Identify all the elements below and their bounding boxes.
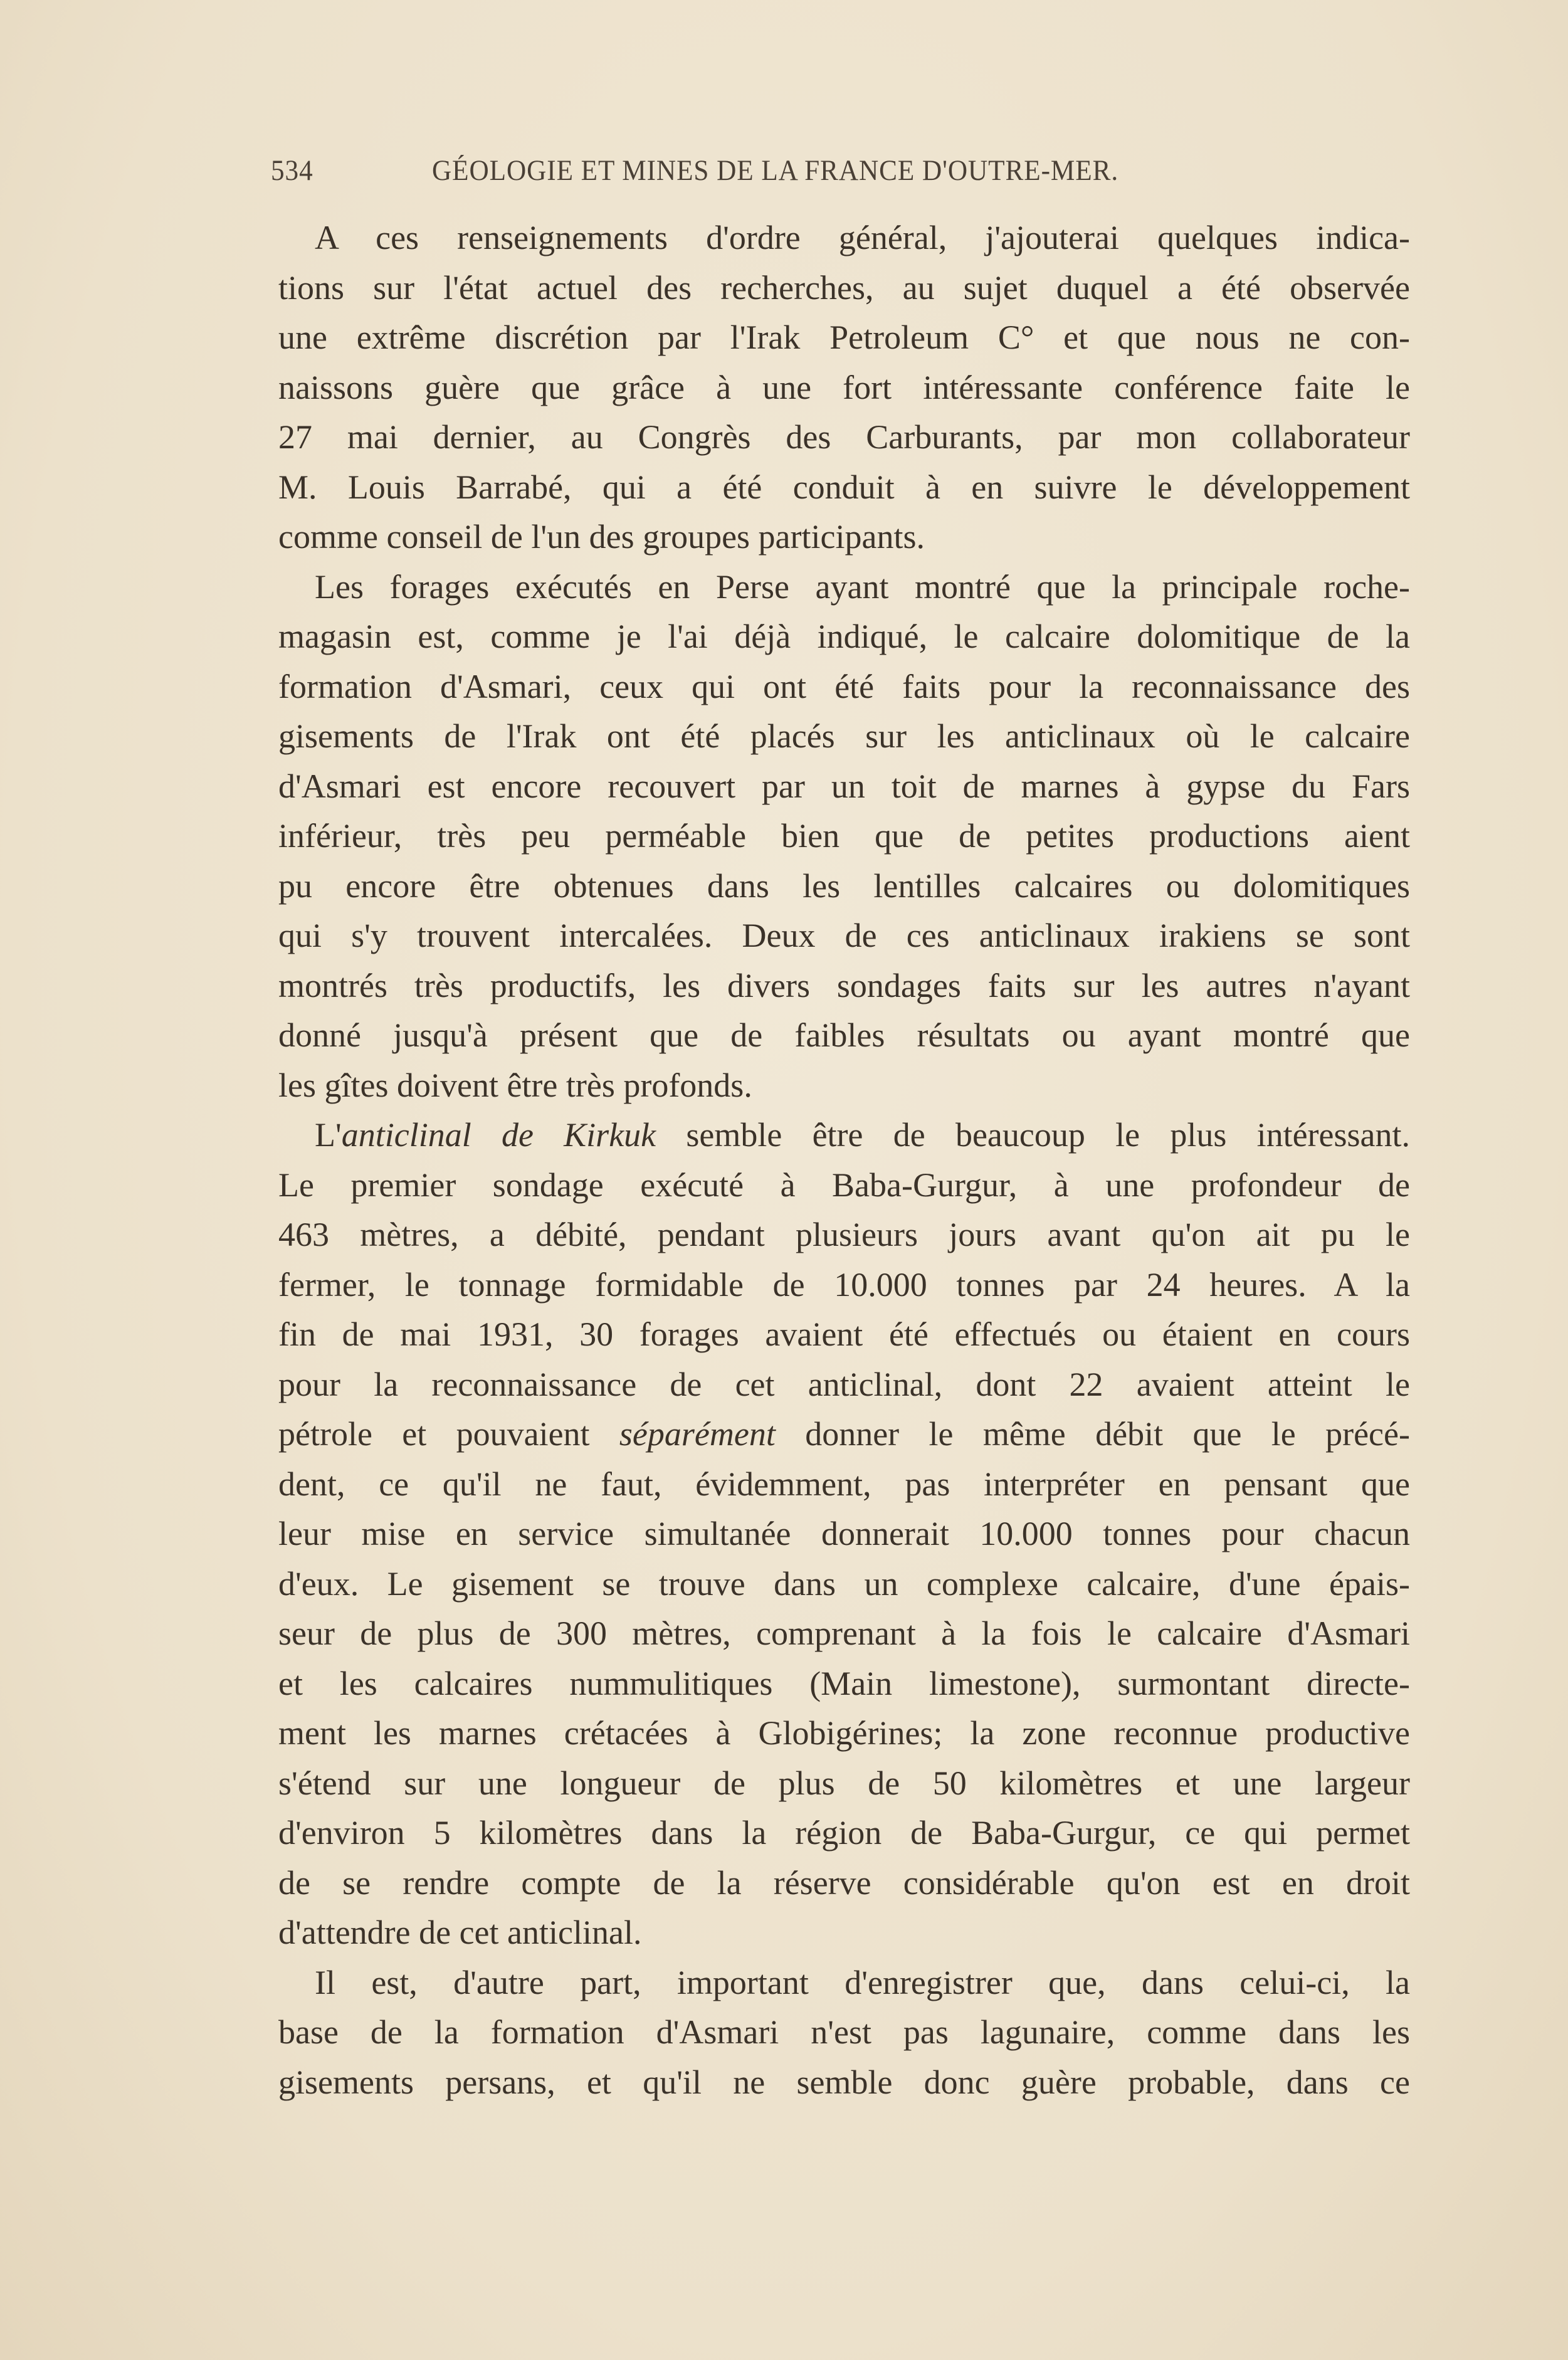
text-line	[278, 811, 1410, 861]
text-line	[278, 1110, 1410, 1161]
text-line	[278, 1360, 1410, 1410]
text-line	[278, 1709, 1410, 1759]
text-line	[278, 1409, 1410, 1460]
text-segment: semble être de beaucoup le plus intéressant.	[656, 1116, 1411, 1154]
text-segment: gisements persans, et qu'il ne semble donc guère probable, dans ce	[278, 2063, 1410, 2101]
text-line	[278, 1609, 1410, 1659]
text-line	[278, 1759, 1410, 1809]
running-title: GÉOLOGIE ET MINES DE LA FRANCE D'OUTRE-MER.	[432, 154, 1119, 187]
text-line	[278, 861, 1410, 912]
text-line	[278, 1260, 1410, 1310]
text-line	[278, 1858, 1410, 1909]
body-text	[278, 213, 1410, 2107]
text-line	[278, 1908, 1410, 1958]
text-line	[278, 1659, 1410, 1709]
text-segment: d'Asmari est encore recouvert par un toit de marnes à gypse du Fars	[278, 767, 1410, 805]
italic-text: séparément	[619, 1415, 776, 1453]
text-segment: s'étend sur une longueur de plus de 50 kilomètres et une largeur	[278, 1764, 1410, 1802]
text-segment: de se rendre compte de la réserve considérable qu'on est en droit	[278, 1863, 1410, 1902]
text-segment: L'	[315, 1116, 342, 1154]
text-segment: A ces renseignements d'ordre général, j'ajouterai quelques indica-	[315, 219, 1410, 256]
text-segment: gisements de l'Irak ont été placés sur les anticlinaux où le calcaire	[278, 717, 1410, 755]
text-line	[278, 1210, 1410, 1260]
text-line	[278, 363, 1410, 413]
text-segment: montrés très productifs, les divers sondages faits sur les autres n'ayant	[278, 966, 1410, 1004]
text-line	[278, 463, 1410, 513]
text-line	[278, 961, 1410, 1011]
text-segment: d'eux. Le gisement se trouve dans un complexe calcaire, d'une épais-	[278, 1564, 1410, 1603]
text-line	[278, 662, 1410, 712]
text-segment: magasin est, comme je l'ai déjà indiqué, le calcaire dolomitique de la	[278, 618, 1410, 655]
text-segment: 463 mètres, a débité, pendant plusieurs jours avant qu'on ait pu le	[278, 1216, 1410, 1253]
paragraph	[278, 213, 1410, 562]
paragraph	[278, 1958, 1410, 2108]
italic-text: anticlinal de Kirkuk	[341, 1116, 656, 1154]
paragraph	[278, 1110, 1410, 1958]
text-segment: qui s'y trouvent intercalées. Deux de ces anticlinaux irakiens se sont	[278, 917, 1410, 954]
text-line	[278, 263, 1410, 313]
text-segment: base de la formation d'Asmari n'est pas lagunaire, comme dans les	[278, 2013, 1410, 2051]
text-segment: ment les marnes crétacées à Globigérines; la zone reconnue productive	[278, 1714, 1410, 1752]
text-segment: fin de mai 1931, 30 forages avaient été effectués ou étaient en cours	[278, 1315, 1410, 1353]
text-segment: M. Louis Barrabé, qui a été conduit à en suivre le développement	[278, 468, 1410, 506]
text-segment: donné jusqu'à présent que de faibles résultats ou ayant montré que	[278, 1016, 1410, 1054]
text-segment: donner le même débit que le précé-	[775, 1415, 1410, 1453]
text-segment: tions sur l'état actuel des recherches, au sujet duquel a été observée	[278, 268, 1410, 307]
text-segment: d'environ 5 kilomètres dans la région de Baba-Gurgur, ce qui permet	[278, 1814, 1410, 1852]
text-segment: pétrole et pouvaient	[278, 1415, 619, 1453]
text-segment: et les calcaires nummulitiques (Main limestone), surmontant directe-	[278, 1664, 1410, 1702]
text-line	[278, 712, 1410, 762]
text-segment: d'attendre de cet anticlinal.	[278, 1914, 642, 1951]
text-line	[278, 612, 1410, 662]
text-line	[278, 1808, 1410, 1858]
text-line	[278, 562, 1410, 613]
text-segment: comme conseil de l'un des groupes participants.	[278, 518, 925, 556]
text-segment: Le premier sondage exécuté à Baba-Gurgur, à une profondeur de	[278, 1166, 1410, 1204]
text-line	[278, 512, 1410, 562]
text-line	[278, 911, 1410, 961]
text-segment: seur de plus de 300 mètres, comprenant à la fois le calcaire d'Asmari	[278, 1615, 1410, 1652]
text-segment: une extrême discrétion par l'Irak Petroleum C° et que nous ne con-	[278, 319, 1410, 356]
text-segment: inférieur, très peu perméable bien que de petites productions aient	[278, 817, 1410, 855]
text-line	[278, 213, 1410, 263]
text-segment: pour la reconnaissance de cet anticlinal, dont 22 avaient atteint le	[278, 1365, 1410, 1403]
text-segment: formation d'Asmari, ceux qui ont été faits pour la reconnaissance des	[278, 667, 1410, 705]
text-line	[278, 1958, 1410, 2008]
page-number: 534	[271, 154, 313, 187]
text-line	[278, 1559, 1410, 1609]
text-line	[278, 1310, 1410, 1360]
text-line	[278, 2008, 1410, 2058]
paragraph	[278, 562, 1410, 1111]
text-line	[278, 1011, 1410, 1061]
text-line	[278, 1509, 1410, 1559]
text-line	[278, 313, 1410, 363]
text-line	[278, 1061, 1410, 1111]
text-line	[278, 1161, 1410, 1211]
text-segment: dent, ce qu'il ne faut, évidemment, pas interpréter en pensant que	[278, 1465, 1410, 1503]
text-segment: Les forages exécutés en Perse ayant montré que la principale roche-	[315, 567, 1410, 606]
text-segment: 27 mai dernier, au Congrès des Carburants, par mon collaborateur	[278, 418, 1410, 456]
text-line	[278, 413, 1410, 463]
text-segment: naissons guère que grâce à une fort intéressante conférence faite le	[278, 368, 1410, 406]
text-segment: les gîtes doivent être très profonds.	[278, 1066, 752, 1104]
text-line	[278, 2058, 1410, 2108]
text-segment: pu encore être obtenues dans les lentilles calcaires ou dolomitiques	[278, 867, 1410, 905]
text-segment: leur mise en service simultanée donnerait 10.000 tonnes pour chacun	[278, 1515, 1410, 1552]
text-line	[278, 1460, 1410, 1510]
text-segment: fermer, le tonnage formidable de 10.000 tonnes par 24 heures. A la	[278, 1265, 1410, 1304]
text-line	[278, 762, 1410, 812]
text-segment: Il est, d'autre part, important d'enregistrer que, dans celui-ci, la	[315, 1963, 1410, 2001]
